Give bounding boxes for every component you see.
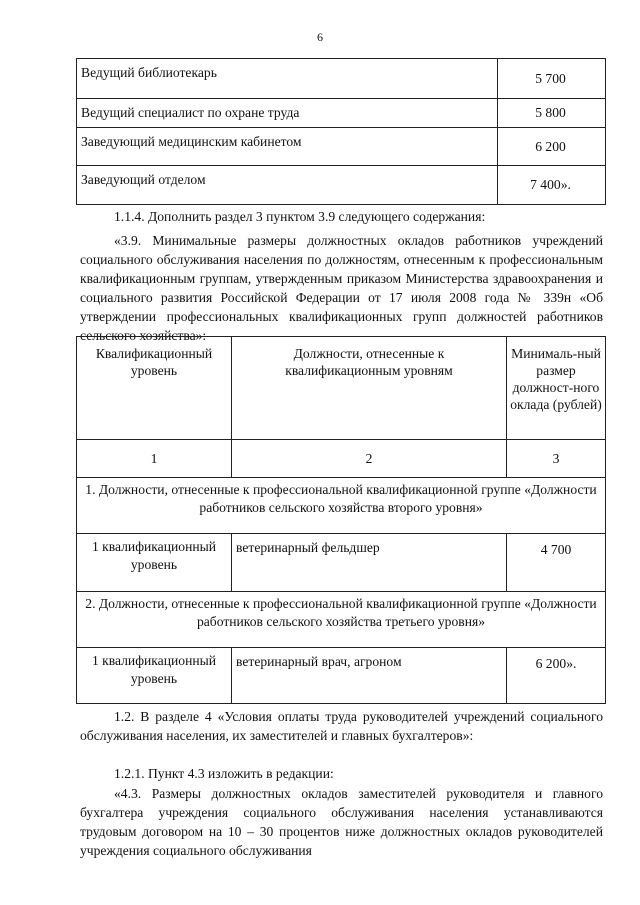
table-row [77, 128, 606, 166]
positions-cell: ветеринарный фельдшер [232, 534, 507, 592]
salary-cell: 6 200 [498, 128, 606, 166]
qualification-table [76, 336, 606, 704]
table-header-row [77, 337, 606, 440]
column-number-row [77, 440, 606, 478]
qual-level-cell: 1 квалификационный уровень [77, 648, 232, 704]
salary-cell: 6 200». [507, 648, 606, 704]
salary-cell: 5 800 [498, 99, 606, 128]
page-number: 6 [317, 30, 323, 44]
group-title: 2. Должности, отнесенные к профессиональной квалификационной группе «Должности работников сельского хозяйства третьего уровня» [77, 592, 606, 648]
position-cell: Заведующий отделом [77, 166, 498, 205]
column-number: 2 [232, 440, 507, 478]
position-cell: Ведущий специалист по охране труда [77, 99, 498, 128]
group-row [77, 478, 606, 534]
salary-cell: 7 400». [498, 166, 606, 205]
table-row [77, 534, 606, 592]
qual-level-cell: 1 квалификационный уровень [77, 534, 232, 592]
paragraph-4-3: «4.3. Размеры должностных окладов заместителей руководителя и главного бухгалтера учреждения социального обслуживания населения устанавливаются трудовым договором на 10 – 30 процентов ниже должностных окладов руководителей учреждения социального обслуживания [80, 786, 603, 858]
group-row [77, 592, 606, 648]
table-row [77, 99, 606, 128]
header-positions: Должности, отнесенные к квалификационным уровням [232, 337, 507, 440]
column-number: 3 [507, 440, 606, 478]
salary-cell: 5 700 [498, 59, 606, 99]
table-row [77, 59, 606, 99]
header-min-salary: Минималь-ный размер должност-ного оклада (рублей) [507, 337, 606, 440]
paragraph-3-9: «3.9. Минимальные размеры должностных окладов работников учреждений социального обслуживания населения по должностям, отнесенным к профессиональным квалификационным группам, утвержденным приказом Министерства здравоохранения и социального развития Российской Федерации от 17 июля 2008 года № 339н «Об утверждении профессиональных квалификационных групп должностей работников сельского хозяйства»: [80, 233, 603, 343]
paragraph-1-1-4: 1.1.4. Дополнить раздел 3 пунктом 3.9 следующего содержания: [114, 209, 486, 224]
paragraph-1-2: 1.2. В разделе 4 «Условия оплаты труда руководителей учреждений социального обслуживания населения, их заместителей и главных бухгалтеров»: [80, 709, 603, 743]
position-cell: Ведущий библиотекарь [77, 59, 498, 99]
column-number: 1 [77, 440, 232, 478]
paragraph-1-2-1: 1.2.1. Пункт 4.3 изложить в редакции: [114, 766, 334, 781]
group-title: 1. Должности, отнесенные к профессиональной квалификационной группе «Должности работников сельского хозяйства второго уровня» [77, 478, 606, 534]
position-cell: Заведующий медицинским кабинетом [77, 128, 498, 166]
header-qual-level: Квалификационный уровень [77, 337, 232, 440]
salary-cell: 4 700 [507, 534, 606, 592]
table-row [77, 648, 606, 704]
positions-cell: ветеринарный врач, агроном [232, 648, 507, 704]
salary-table [76, 58, 606, 205]
table-row [77, 166, 606, 205]
